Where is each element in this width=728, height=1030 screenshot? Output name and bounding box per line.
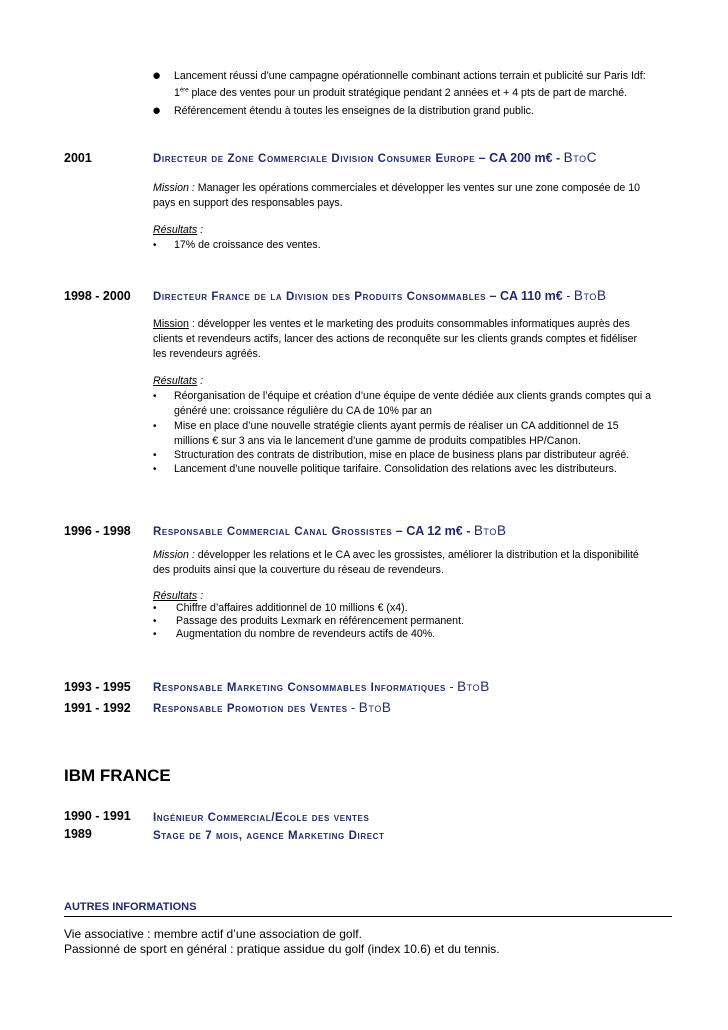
- result-item: Passage des produits Lexmark en référencement permanent.: [176, 615, 464, 627]
- result-item: 17% de croissance des ventes.: [174, 239, 321, 251]
- bullet-icon: •: [153, 240, 157, 251]
- info-line: Passionné de sport en général : pratique assidue du golf (index 10.6) et du tennis.: [64, 942, 500, 956]
- mission-text-cont: pays en support des responsables pays.: [153, 197, 343, 209]
- bullet-icon: •: [153, 629, 157, 640]
- job-year: 1989: [64, 827, 92, 841]
- job-title: Responsable Promotion des Ventes - BtoB: [153, 700, 392, 715]
- result-item: Augmentation du nombre de revendeurs actifs de 40%.: [176, 628, 436, 640]
- job-title: Stage de 7 mois, agence Marketing Direct: [153, 830, 385, 842]
- mission-text-cont: des produits ainsi que la couverture du réseau de revendeurs.: [153, 564, 444, 576]
- result-item: Réorganisation de l’équipe et création d’une équipe de vente dédiée aux clients grands comptes qui a: [174, 390, 652, 402]
- job-year: 1998 - 2000: [64, 289, 131, 303]
- mission-text-cont: les revendeurs agréés.: [153, 348, 261, 360]
- job-year: 1990 - 1991: [64, 809, 131, 823]
- company-heading: IBM FRANCE: [64, 766, 171, 785]
- job-title: Ingénieur Commercial/Ecole des ventes: [153, 812, 370, 824]
- result-item: Structuration des contrats de distribution, mise en place de business plans par distributeur agréé.: [174, 449, 630, 461]
- result-item-cont: millions € sur 3 ans via le lancement d’une gamme de produits compatibles HP/Canon.: [174, 435, 581, 447]
- job-year: 2001: [64, 151, 92, 165]
- bullet-text: Lancement réussi d’une campagne opérationnelle combinant actions terrain et publicité sur Paris Idf:: [174, 70, 646, 82]
- bullet-icon: •: [153, 391, 157, 402]
- bullet-text: Référencement étendu à toutes les enseignes de la distribution grand public.: [174, 105, 534, 117]
- bullet-icon: •: [153, 421, 157, 432]
- results-label: Résultats :: [153, 224, 204, 236]
- mission-text: Mission : développer les relations et le CA avec les grossistes, améliorer la distribution et la disponibilité: [153, 549, 639, 561]
- job-year: 1996 - 1998: [64, 524, 131, 538]
- mission-text: Mission : Manager les opérations commerciales et développer les ventes sur une zone composée de 10: [153, 182, 640, 194]
- section-heading: AUTRES INFORMATIONS: [64, 901, 197, 913]
- bullet-icon: •: [153, 603, 157, 614]
- results-label: Résultats :: [153, 375, 204, 387]
- mission-text-cont: clients et revendeurs actifs, lancer des actions de reconquête sur les clients grands comptes et fidéliser: [153, 333, 638, 345]
- result-item: Lancement d’une nouvelle politique tarifaire. Consolidation des relations avec les distributeurs.: [174, 463, 617, 475]
- section-divider: [64, 916, 672, 917]
- bullet-icon: •: [153, 450, 157, 461]
- bullet-icon: ●: [152, 102, 162, 119]
- info-line: Vie associative : membre actif d’une association de golf.: [64, 927, 362, 941]
- bullet-icon: •: [153, 616, 157, 627]
- job-title: Directeur France de la Division des Produits Consommables – CA 110 m€ - BtoB: [153, 288, 607, 303]
- results-label: Résultats :: [153, 590, 204, 602]
- bullet-icon: ●: [152, 67, 162, 84]
- result-item-cont: généré une: croissance régulière du CA de 10% par an: [174, 405, 432, 417]
- job-year: 1991 - 1992: [64, 701, 131, 715]
- mission-text: Mission : développer les ventes et le marketing des produits consommables informatiques auprès des: [153, 318, 630, 330]
- job-title: Responsable Commercial Canal Grossistes – CA 12 m€ - BtoB: [153, 523, 507, 538]
- result-item: Chiffre d’affaires additionnel de 10 millions € (x4).: [176, 602, 408, 614]
- result-item: Mise en place d’une nouvelle stratégie clients ayant permis de réaliser un CA additionnel de 15: [174, 420, 619, 432]
- job-year: 1993 - 1995: [64, 680, 131, 694]
- job-title: Directeur de Zone Commerciale Division Consumer Europe – CA 200 m€ - BtoC: [153, 150, 598, 165]
- bullet-text-cont: 1ère place des ventes pour un produit stratégique pendant 2 années et + 4 pts de part de marché.: [174, 87, 628, 99]
- bullet-icon: •: [153, 464, 157, 475]
- job-title: Responsable Marketing Consommables Informatiques - BtoB: [153, 679, 490, 694]
